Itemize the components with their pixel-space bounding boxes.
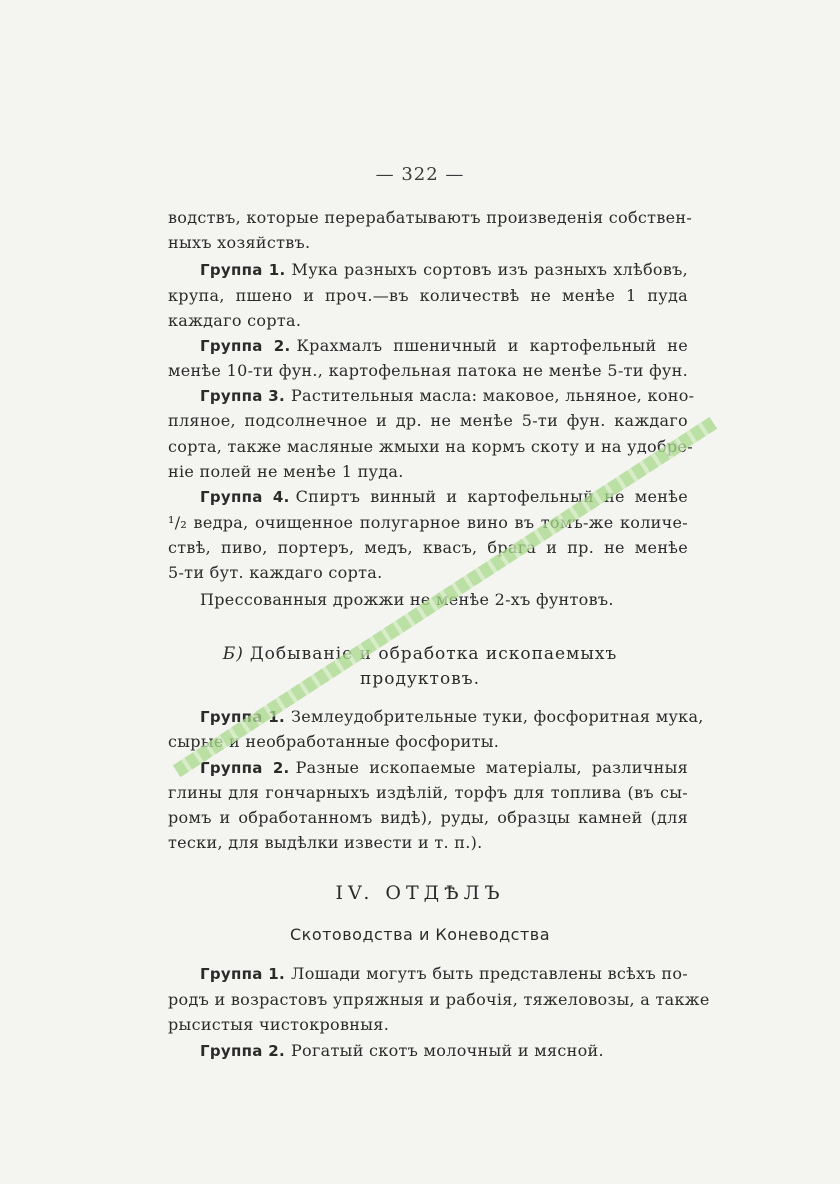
- subsection-letter: Б): [222, 644, 244, 664]
- text-line: ствѣ, пиво, портеръ, медъ, квасъ, брага и пр. не менѣе: [168, 538, 688, 557]
- text-line: ¹/₂ ведра, очищенное полугарное вино въ томъ-же количе-: [168, 513, 688, 532]
- text-line: каждаго сорта.: [168, 311, 302, 330]
- text-line: сорта, также масляные жмыхи на кормъ скоту и на удобре-: [168, 437, 693, 456]
- group-label: Группа 3.: [200, 387, 285, 405]
- text-line: ныхъ хозяйствъ.: [168, 233, 311, 252]
- paragraph-group-3: [200, 384, 695, 408]
- text-line: 5-ти бут. каждаго сорта.: [168, 563, 383, 582]
- text-line: ромъ и обработанномъ видѣ), руды, образцы камней (для: [168, 808, 688, 827]
- section-title: IV. ОТДѢЛЪ: [335, 882, 505, 904]
- group-text: Лошади могутъ быть представлены всѣхъ по-: [291, 964, 688, 983]
- text-line: глины для гончарныхъ издѣлій, торфъ для топлива (въ сы-: [168, 783, 688, 802]
- group-text: Разные ископаемые матеріалы, различныя: [295, 758, 689, 777]
- group-text: Землеудобрительные туки, фосфоритная мука,: [290, 707, 704, 726]
- group-label: Группа 1.: [200, 261, 286, 279]
- group-label: Группа 1.: [200, 965, 286, 983]
- text-line: ніе полей не менѣе 1 пуда.: [168, 462, 404, 481]
- group-text: Мука разныхъ сортовъ изъ разныхъ хлѣбовъ,: [291, 260, 688, 279]
- group-text: Крахмалъ пшеничный и картофельный не: [296, 336, 688, 355]
- text-line: рысистыя чистокровныя.: [168, 1015, 390, 1034]
- section-subtitle: Скотоводства и Коневодства: [289, 925, 551, 944]
- text-line: Прессованныя дрожжи не менѣе 2-хъ фунтовъ.: [200, 590, 614, 609]
- paragraph-group-1: [200, 258, 688, 282]
- text-line: родъ и возрастовъ упряжныя и рабочія, тяжеловозы, а также: [168, 990, 710, 1009]
- group-text: Рогатый скотъ молочный и мясной.: [290, 1041, 604, 1060]
- group-label: Группа 2.: [200, 1042, 285, 1060]
- paragraph-b-group-2: [200, 756, 688, 780]
- subsection-title: [0, 644, 840, 664]
- group-text: Растительныя масла: маковое, льняное, коно-: [290, 386, 695, 405]
- text-line: пляное, подсолнечное и др. не менѣе 5-ти фун. каждаго: [168, 411, 688, 430]
- paragraph-c-group-2: [200, 1039, 688, 1063]
- text-line: тески, для выдѣлки извести и т. п.).: [168, 833, 483, 852]
- paragraph-group-2: [200, 334, 688, 358]
- subsection-title-line2: продуктовъ.: [360, 669, 480, 689]
- text-line: сырые и необработанные фосфориты.: [168, 732, 500, 751]
- paragraph-c-group-1: [200, 962, 688, 986]
- subsection-title-line1: Добываніе и обработка ископаемыхъ: [249, 644, 618, 664]
- text-line: менѣе 10-ти фун., картофельная патока не менѣе 5-ти фун.: [168, 361, 688, 380]
- group-label: Группа 2.: [200, 759, 290, 777]
- group-text: Спиртъ винный и картофельный не менѣе: [295, 487, 688, 506]
- group-label: Группа 1.: [200, 708, 285, 726]
- text-line: крупа, пшено и проч.—въ количествѣ не менѣе 1 пуда: [168, 286, 688, 305]
- text-line: водствъ, которые перерабатываютъ произведенія собствен-: [168, 208, 693, 227]
- page-number: — 322 —: [375, 164, 465, 185]
- group-label: Группа 2.: [200, 337, 291, 355]
- group-label: Группа 4.: [200, 488, 290, 506]
